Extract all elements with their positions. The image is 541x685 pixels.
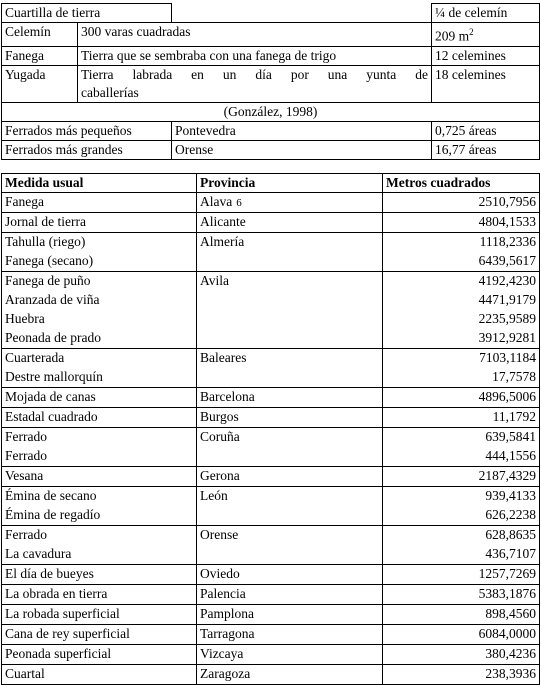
table-row bbox=[2, 233, 540, 272]
footnote-mark: 6 bbox=[236, 197, 242, 209]
provincia-cell bbox=[197, 645, 383, 665]
provincia: Tarragona bbox=[200, 626, 255, 641]
metros-cuadrados: 626,2238 bbox=[485, 507, 536, 522]
metros-cuadrados: 436,7107 bbox=[485, 546, 536, 561]
metros-cuadrados: 939,4133 bbox=[485, 488, 536, 503]
medida-usual: Tahulla (riego) bbox=[5, 234, 86, 249]
medida-cell bbox=[2, 193, 197, 213]
medida-usual: Cana de rey superficial bbox=[5, 626, 130, 641]
metros-cuadrados: 6084,0000 bbox=[478, 626, 536, 641]
metros-cuadrados: 6439,5617 bbox=[478, 253, 536, 268]
table-row bbox=[2, 526, 540, 565]
provincia-cell bbox=[197, 272, 383, 349]
medida-usual: Émina de regadío bbox=[5, 507, 101, 522]
metros-cuadrados: 2235,9589 bbox=[478, 311, 536, 326]
medida-usual: Ferrado bbox=[5, 429, 47, 444]
medida-cell bbox=[2, 428, 197, 467]
medida-cell bbox=[2, 388, 197, 408]
medida-usual: Estadal cuadrado bbox=[5, 409, 98, 424]
unit-desc: 300 varas cuadradas bbox=[78, 23, 432, 47]
metros-cuadrados: 898,4560 bbox=[485, 606, 536, 621]
medida-cell bbox=[2, 213, 197, 233]
provincia-cell bbox=[197, 526, 383, 565]
unit-label: Fanega bbox=[2, 46, 78, 65]
provincia: Alava bbox=[200, 194, 233, 209]
metros-cell bbox=[383, 233, 540, 272]
medida-cell bbox=[2, 233, 197, 272]
ferrado-label: Ferrados más pequeños bbox=[2, 121, 172, 140]
provincia-cell bbox=[197, 349, 383, 388]
medida-usual: Ferrado bbox=[5, 527, 47, 542]
table-row bbox=[2, 665, 540, 685]
table-row bbox=[2, 645, 540, 665]
metros-cell bbox=[383, 487, 540, 526]
medida-cell bbox=[2, 349, 197, 388]
table-row bbox=[2, 565, 540, 585]
provincia-cell bbox=[197, 233, 383, 272]
citation: (González, 1998) bbox=[2, 102, 540, 121]
table-row bbox=[2, 23, 540, 47]
table-row bbox=[2, 213, 540, 233]
metros-cell bbox=[383, 428, 540, 467]
provincia: Baleares bbox=[200, 350, 247, 365]
medida-usual: Cuarterada bbox=[5, 350, 65, 365]
metros-cell bbox=[383, 193, 540, 213]
metros-cuadrados: 7103,1184 bbox=[479, 350, 536, 365]
medida-usual: Jornal de tierra bbox=[5, 214, 86, 229]
unit-desc: Tierra labrada en un día por una yunta de caballerías bbox=[78, 65, 432, 102]
medida-usual: Peonada superficial bbox=[5, 646, 112, 661]
medida-usual: Cuartal bbox=[5, 666, 45, 681]
table-row bbox=[2, 349, 540, 388]
provincia: León bbox=[200, 488, 228, 503]
metros-cuadrados: 4804,1533 bbox=[478, 214, 536, 229]
ferrado-place: Orense bbox=[172, 140, 432, 159]
table-row bbox=[2, 4, 540, 23]
table-body bbox=[2, 193, 540, 685]
provincia: Coruña bbox=[200, 429, 240, 444]
header-metros: Metros cuadrados bbox=[383, 174, 540, 193]
table-row bbox=[2, 65, 540, 102]
province-measures-table bbox=[1, 173, 540, 685]
medida-usual: Ferrado bbox=[5, 448, 47, 463]
provincia: Gerona bbox=[200, 468, 240, 483]
metros-cell bbox=[383, 213, 540, 233]
metros-cell bbox=[383, 388, 540, 408]
metros-cell bbox=[383, 408, 540, 428]
table-row bbox=[2, 121, 540, 140]
medida-usual: Vesana bbox=[5, 468, 44, 483]
cuartilla-value: ¼ de celemín bbox=[432, 4, 540, 23]
unit-label: Yugada bbox=[2, 65, 78, 102]
header-medida: Medida usual bbox=[2, 174, 197, 193]
medida-cell bbox=[2, 467, 197, 487]
table-row bbox=[2, 605, 540, 625]
provincia: Pamplona bbox=[200, 606, 254, 621]
metros-cuadrados: 1257,7269 bbox=[478, 566, 536, 581]
metros-cuadrados: 444,1556 bbox=[485, 448, 536, 463]
medida-cell bbox=[2, 585, 197, 605]
table-row bbox=[2, 487, 540, 526]
metros-cuadrados: 11,1792 bbox=[492, 409, 536, 424]
metros-cell bbox=[383, 526, 540, 565]
provincia: Oviedo bbox=[200, 566, 240, 581]
table-row bbox=[2, 408, 540, 428]
table-row bbox=[2, 193, 540, 213]
medida-usual: Fanega bbox=[5, 194, 44, 209]
ferrado-value: 16,77 áreas bbox=[432, 140, 540, 159]
table-row bbox=[2, 585, 540, 605]
metros-cuadrados: 2510,7956 bbox=[478, 194, 536, 209]
medida-cell bbox=[2, 605, 197, 625]
unit-value: 18 celemines bbox=[432, 65, 540, 102]
medida-cell bbox=[2, 408, 197, 428]
medida-usual: Peonada de prado bbox=[5, 330, 101, 345]
ferrado-value: 0,725 áreas bbox=[432, 121, 540, 140]
metros-cell bbox=[383, 625, 540, 645]
cuartilla-label: Cuartilla de tierra bbox=[2, 4, 172, 23]
metros-cuadrados: 4192,4230 bbox=[478, 273, 536, 288]
units-table bbox=[1, 3, 540, 160]
table-row bbox=[2, 625, 540, 645]
provincia: Orense bbox=[200, 527, 239, 542]
metros-cuadrados: 1118,2336 bbox=[479, 234, 536, 249]
unit-value: 12 celemines bbox=[432, 46, 540, 65]
metros-cuadrados: 5383,1876 bbox=[478, 586, 536, 601]
unit-label: Celemín bbox=[2, 23, 78, 47]
metros-cuadrados: 2187,4329 bbox=[478, 468, 536, 483]
metros-cuadrados: 17,7578 bbox=[492, 369, 536, 384]
provincia: Burgos bbox=[200, 409, 239, 424]
provincia-cell bbox=[197, 565, 383, 585]
medida-usual: Aranzada de viña bbox=[5, 292, 100, 307]
provincia-cell bbox=[197, 625, 383, 645]
medida-usual: Fanega de puño bbox=[5, 273, 91, 288]
metros-cuadrados: 380,4236 bbox=[485, 646, 536, 661]
provincia-cell bbox=[197, 388, 383, 408]
medida-usual: Huebra bbox=[5, 311, 45, 326]
provincia: Avila bbox=[200, 273, 229, 288]
provincia: Almería bbox=[200, 234, 245, 249]
medida-usual: La robada superficial bbox=[5, 606, 120, 621]
medida-cell bbox=[2, 625, 197, 645]
medida-cell bbox=[2, 272, 197, 349]
medida-usual: Émina de secano bbox=[5, 488, 97, 503]
metros-cuadrados: 4896,5006 bbox=[478, 389, 536, 404]
header-provincia: Provincia bbox=[197, 174, 383, 193]
table-row bbox=[2, 102, 540, 121]
provincia-cell bbox=[197, 605, 383, 625]
table-row bbox=[2, 467, 540, 487]
metros-cuadrados: 3912,9281 bbox=[478, 330, 536, 345]
provincia-cell bbox=[197, 487, 383, 526]
provincia-cell bbox=[197, 408, 383, 428]
metros-cuadrados: 639,5841 bbox=[485, 429, 536, 444]
provincia-cell bbox=[197, 467, 383, 487]
table-row bbox=[2, 46, 540, 65]
metros-cell bbox=[383, 585, 540, 605]
medida-cell bbox=[2, 526, 197, 565]
provincia: Palencia bbox=[200, 586, 246, 601]
metros-cuadrados: 4471,9179 bbox=[478, 292, 536, 307]
provincia-cell bbox=[197, 665, 383, 685]
metros-cell bbox=[383, 467, 540, 487]
metros-cell bbox=[383, 605, 540, 625]
metros-cell bbox=[383, 272, 540, 349]
table-row bbox=[2, 388, 540, 408]
provincia-cell bbox=[197, 585, 383, 605]
medida-usual: Fanega (secano) bbox=[5, 253, 94, 268]
provincia: Barcelona bbox=[200, 389, 255, 404]
provincia-cell bbox=[197, 213, 383, 233]
medida-usual: El día de bueyes bbox=[5, 566, 94, 581]
table-row bbox=[2, 272, 540, 349]
provincia: Vizcaya bbox=[200, 646, 244, 661]
metros-cuadrados: 238,3936 bbox=[485, 666, 536, 681]
metros-cell bbox=[383, 645, 540, 665]
medida-usual: La obrada en tierra bbox=[5, 586, 108, 601]
ferrado-place: Pontevedra bbox=[172, 121, 432, 140]
provincia: Zaragoza bbox=[200, 666, 251, 681]
medida-cell bbox=[2, 645, 197, 665]
ferrado-label: Ferrados más grandes bbox=[2, 140, 172, 159]
provincia-cell bbox=[197, 428, 383, 467]
table-header-row bbox=[2, 174, 540, 193]
unit-value: 209 $m^2$ bbox=[432, 23, 540, 47]
medida-cell bbox=[2, 665, 197, 685]
metros-cell bbox=[383, 349, 540, 388]
metros-cell bbox=[383, 565, 540, 585]
medida-cell bbox=[2, 487, 197, 526]
provincia: Alicante bbox=[200, 214, 246, 229]
metros-cell bbox=[383, 665, 540, 685]
table-row bbox=[2, 140, 540, 159]
medida-usual: La cavadura bbox=[5, 546, 72, 561]
medida-usual: Destre mallorquín bbox=[5, 369, 103, 384]
medida-cell bbox=[2, 565, 197, 585]
provincia-cell bbox=[197, 193, 383, 213]
table-row bbox=[2, 428, 540, 467]
unit-desc: Tierra que se sembraba con una fanega de trigo bbox=[78, 46, 432, 65]
medida-usual: Mojada de canas bbox=[5, 389, 96, 404]
metros-cuadrados: 628,8635 bbox=[485, 527, 536, 542]
